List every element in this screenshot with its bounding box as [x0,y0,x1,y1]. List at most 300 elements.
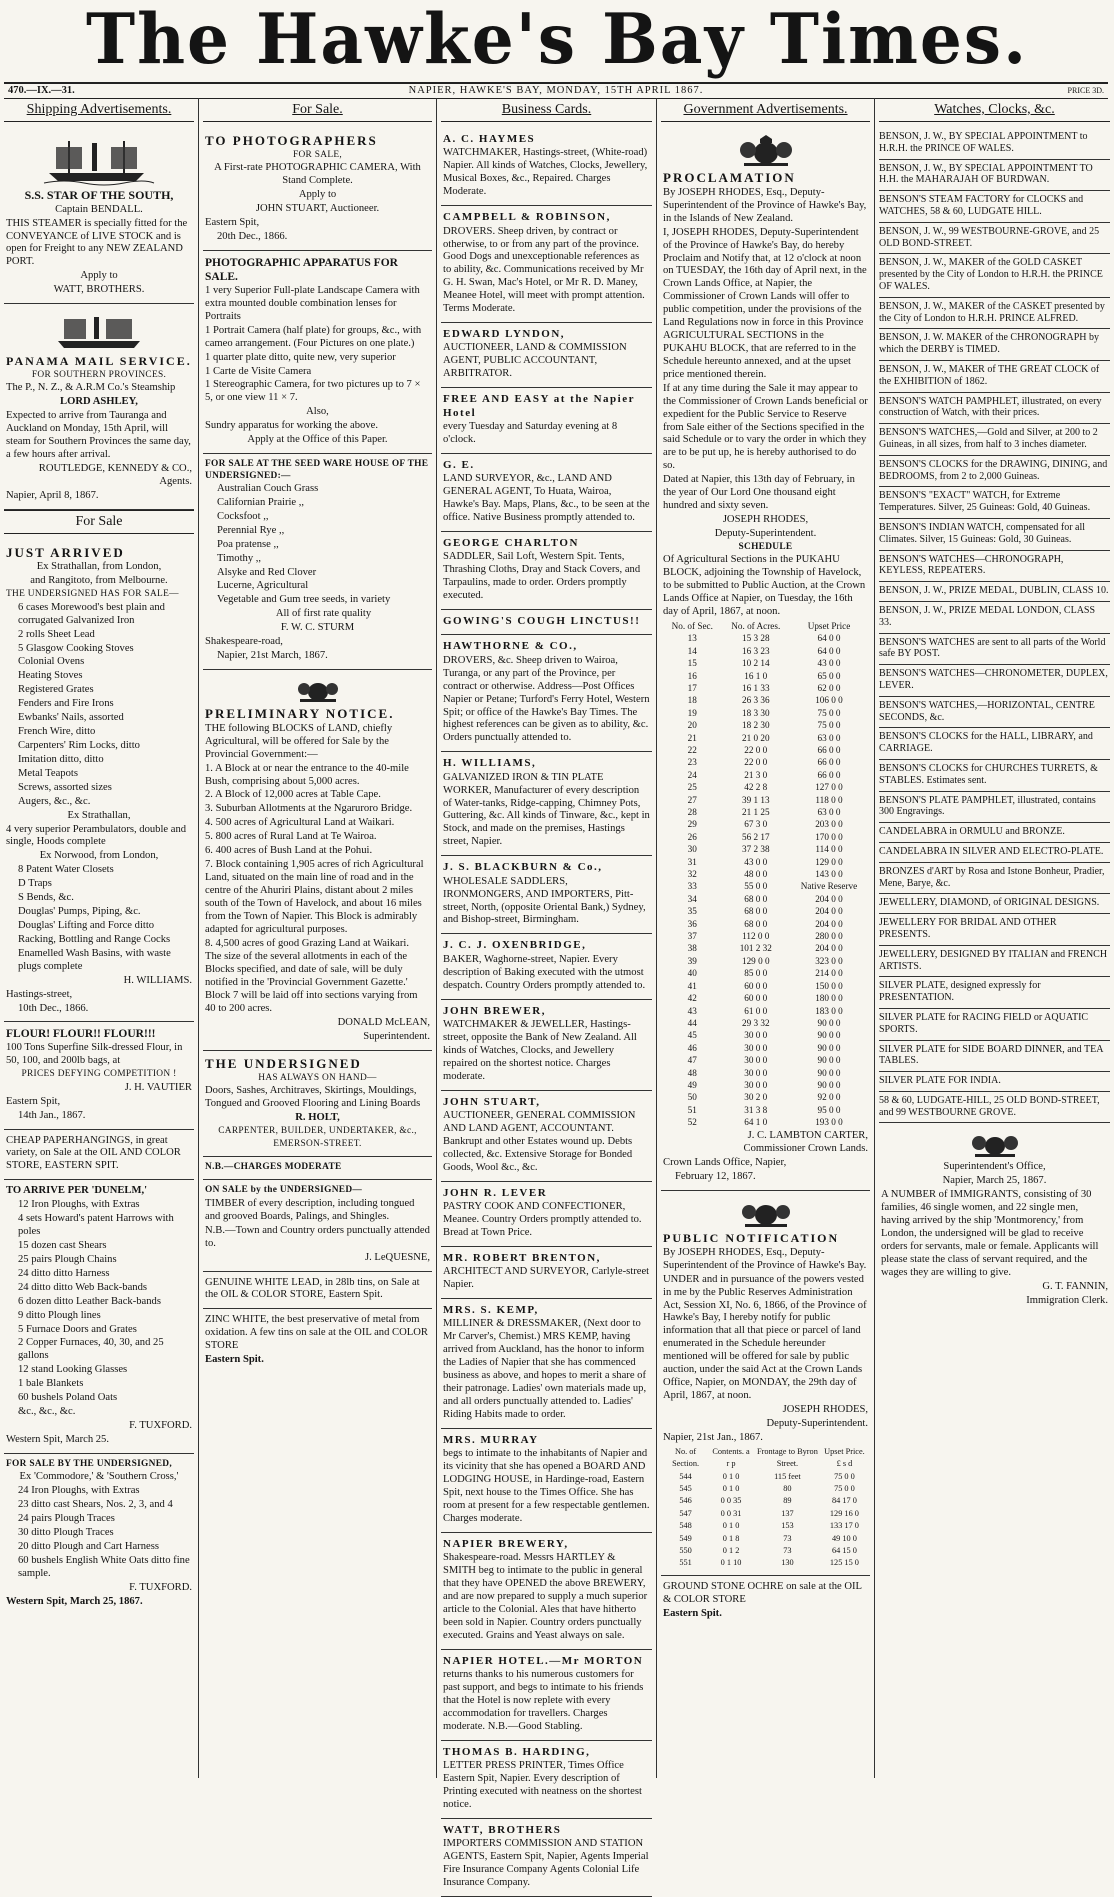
table-cell: 25 [687,782,697,793]
business-card [441,206,652,323]
table-cell: 115 feet [774,1471,801,1481]
watch-ad: BENSON, J. W., BY SPECIAL APPOINTMENT TO H.H. the MAHARAJAH OF BURDWAN. [879,160,1110,192]
table-row [663,856,868,868]
table-cell: 22 0 0 [744,744,768,755]
column-header: No. of Section. [672,1446,700,1469]
royal-crest-icon [296,677,340,703]
table-cell: 551 [679,1558,692,1568]
column-shipping [4,101,194,1777]
watch-ad: CANDELABRA IN SILVER AND ELECTRO-PLATE. [879,843,1110,863]
table-cell: 204 0 0 [815,906,843,917]
card-body: BAKER, Waghorne-street, Napier. Every description of Baking executed with the utmost despatch. Country Orders promptly attended to. [443,953,646,991]
table-cell: 150 0 0 [815,980,843,991]
table-cell: 15 3 28 [741,633,770,644]
column-header: For Sale. [203,101,432,122]
table-cell: 85 0 0 [744,968,768,979]
dateline: NAPIER, HAWKE'S BAY, MONDAY, 15TH APRIL 1867. [408,85,704,96]
table-row [663,632,868,644]
table-cell: 64 15 0 [831,1545,857,1555]
table-cell: 0 1 0 [722,1521,740,1531]
ad-white-lead: GENUINE WHITE LEAD, in 28lb tins, on Sale at the OIL & COLOR STORE, Eastern Spit. [203,1272,432,1310]
table-cell: 129 0 0 [741,955,770,966]
table-cell: 42 2 8 [744,782,768,793]
royal-crest-icon [738,135,794,167]
business-card [441,1741,652,1819]
card-body: begs to intimate to the inhabitants of Napier and its vicinity that she has opened a BOARD AND LODGING HOUSE, in Hardinge-road, Eastern Spit, next house to the Times Office. She has room at present for a few respectable gentlemen. Charges moderate. [443,1448,650,1524]
card-body: DROVERS. Sheep driven, by contract or otherwise, to or from any part of the province. Good Dogs and unexceptionable references as to ability, &c. Communications received by Mr G. H. Swan, Mac's Hotel, or Mr R. D. Maney, Meanee Hotel, will meet with prompt attention. Terms Moderate. [443,225,645,315]
watch-ad: BENSON'S INDIAN WATCH, compensated for all Climates. Silver, 15 Guineas: Gold, 30 Guineas. [879,519,1110,551]
card-title: NAPIER HOTEL.—Mr MORTON [443,1654,644,1667]
card-title: WATT, BROTHERS [443,1823,562,1836]
watch-ad: BENSON, J. W., PRIZE MEDAL LONDON, CLASS 33. [879,602,1110,634]
watch-ad: BENSON'S CLOCKS for the HALL, LIBRARY, and CARRIAGE. [879,728,1110,760]
ad-seed-warehouse: FOR SALE AT THE SEED WARE HOUSE OF THE UNDERSIGNED:— Australian Couch Grass Californian Prairie ,, Cocksfoot ,, Perennial Rye ,, Poa pratense ,, Timothy ,, Alsyke and Red Clover Lucerne, Agricultural Vegetable and Gum tree seeds, in variety All of first rate quality F. W. C. STURM Shakespeare-road, Napier, 21st March, 1867. [203,454,432,670]
table-cell: 66 0 0 [817,757,841,768]
watch-ad: BENSON, J. W., MAKER of the GOLD CASKET presented by the City of London to H.R.H. the PRINCE OF WALES. [879,254,1110,297]
table-row [663,744,868,756]
table-cell: 30 0 0 [744,1055,768,1066]
table-cell: 0 1 0 [722,1483,740,1493]
column-header: No. of Acres. [731,620,781,631]
table-row [663,818,868,830]
table-cell: 90 0 0 [817,1067,841,1078]
table-row [663,670,868,682]
table-row [663,732,868,744]
table-cell: 16 1 0 [744,670,768,681]
table-cell: 19 [687,707,697,718]
card-body: WHOLESALE SADDLERS, IRONMONGERS, AND IMPORTERS, Pitt-street, North, (opposite Oriental Bank,) Sydney, and Bishop-street, Birmingham. [443,875,646,926]
business-card [441,856,652,934]
watch-ad: BENSON'S WATCHES,—HORIZONTAL, CENTRE SECONDS, &c. [879,697,1110,729]
table-cell: 193 0 0 [815,1117,843,1128]
watch-ad: CANDELABRA in ORMULU and BRONZE. [879,823,1110,843]
card-body: ARCHITECT AND SURVEYOR, Carlyle-street Napier. [443,1266,650,1291]
table-cell: 214 0 0 [815,968,843,979]
business-card [441,610,652,635]
table-cell: 30 0 0 [744,1067,768,1078]
table-row [663,1508,868,1520]
ad-public-notification: PUBLIC NOTIFICATION By JOSEPH RHODES, Esq., Deputy-Superintendent of the Province of Hawke's Bay. UNDER and in pursuance of the powers vested in me by the Public Reserves Administration Act, Session XI, No. 6, 1866, of the Province of Hawke's Bay, I hereby notify for public information that all that piece or parcel of land enumerated in the Schedule hereunder mentioned will be offered for sale by public auction, under the said Act at the Crown Lands Office, Napier, on MONDAY, the 29th day of April, 1867, at noon. JOSEPH RHODES, Deputy-Superintendent. Napier, 21st Jan., 1867. No. of Section. Contents. a r p Frontage to Byron Street. Upset Price. £ s d 544 0 1 0 115 feet 75 0 0 545 0 1 0 80 75 0 0 546 0 0 35 89 84 17 0 547 0 0 31 137 129 16 0 548 0 1 0 153 133 17 0 549 0 1 8 73 49 10 0 550 0 1 2 73 64 15 0 551 0 1 10 130 125 15 0 [661,1191,870,1576]
table-cell: 75 0 0 [834,1483,855,1493]
table-row [663,694,868,706]
item-list: Australian Couch Grass Californian Prairie ,, Cocksfoot ,, Perennial Rye ,, Poa pratense ,, Timothy ,, Alsyke and Red Clover Lucerne, Agricultural Vegetable and Gum tree seeds, in variety All of first rate quality [217,482,391,620]
card-title: JOHN R. LEVER [443,1186,548,1199]
business-card [441,454,652,532]
table-cell: 180 0 0 [815,993,843,1004]
table-cell: 0 1 8 [722,1533,740,1543]
table-cell: 90 0 0 [817,1079,841,1090]
table-row [663,831,868,843]
business-card [441,1000,652,1091]
ad-zinc-white: ZINC WHITE, the best preservative of metal from oxidation. A few tins on sale at the OIL and COLOR STORE Eastern Spit. [205,1314,428,1366]
table-cell: 24 [687,769,697,780]
watch-ad: BENSON'S PLATE PAMPHLET, illustrated, contains 300 Engravings. [879,792,1110,824]
table-cell: 133 17 0 [829,1521,859,1531]
table-row [663,1042,868,1054]
item-list: 24 Iron Ploughs, with Extras 23 ditto cast Shears, Nos. 2, 3, and 4 24 pairs Plough Traces 30 ditto Plough Traces 20 ditto Plough and Cart Harness 60 bushels English White Oats ditto fine sample. [18,1485,190,1579]
table-cell: 43 [687,1005,697,1016]
table-cell: 61 0 0 [744,1005,768,1016]
table-cell: 51 [687,1104,697,1115]
table-cell: 43 0 0 [817,658,841,669]
watch-ad: BENSON, J. W., BY SPECIAL APPOINTMENT to H.R.H. the PRINCE OF WALES. [879,128,1110,160]
table-cell: 66 0 0 [817,769,841,780]
table-cell: 39 1 13 [741,794,770,805]
ad-dunelm: TO ARRIVE PER 'DUNELM,' 12 Iron Ploughs, with Extras 4 sets Howard's patent Harrows with poles 15 dozen cast Shears 25 pairs Plough Chains 24 ditto ditto Harness 24 ditto ditto Web Back-bands 6 dozen ditto Leather Back-bands 9 ditto Plough lines 5 Furnace Doors and Grates 2 Copper Furnaces, 40, 30, and 25 gallons 12 stand Looking Glasses 1 bale Blankets 60 bushels Poland Oats &c., &c., &c. F. TUXFORD. Western Spit, March 25. [4,1180,194,1454]
card-title: CAMPBELL & ROBINSON, [443,211,611,224]
card-title: JOHN STUART, [443,1095,541,1108]
table-cell: 46 [687,1042,697,1053]
table-cell: 544 [679,1471,692,1481]
ad-stone-ochre: GROUND STONE OCHRE on sale at the OIL & COLOR STORE Eastern Spit. [663,1580,862,1619]
watch-ad: BENSON'S "EXACT" WATCH, for Extreme Temperatures. Silver, 25 Guineas: Gold, 40 Guineas. [879,487,1110,519]
table-cell: 33 [687,881,697,892]
dateline-bar [4,82,1108,99]
table-cell: 80 [783,1483,792,1493]
watch-ad: BENSON, J. W., MAKER of THE GREAT CLOCK of the EXHIBITION of 1862. [879,361,1110,393]
table-cell: 125 15 0 [829,1558,859,1568]
watch-ad: JEWELLERY, DESIGNED BY ITALIAN and FRENCH ARTISTS. [879,946,1110,978]
table-cell: 26 3 36 [741,695,770,706]
table-cell: 15 [687,658,697,669]
watch-ad: SILVER PLATE FOR INDIA. [879,1072,1110,1092]
table-row [663,942,868,954]
card-body: LAND SURVEYOR, &c., LAND AND GENERAL AGENT, To Huata, Wairoa, Hawke's Bay. Maps, Plans, &c., to be seen at the office. Native Business promptly attended to. [443,473,650,524]
table-cell: 548 [679,1521,692,1531]
card-title: GOWING'S COUGH LINCTUS!! [443,615,641,628]
business-card [441,635,652,752]
card-title: MRS. S. KEMP, [443,1303,539,1316]
table-row [663,1104,868,1116]
table-cell: 0 0 31 [720,1508,742,1518]
column-header: Business Cards. [441,101,652,122]
item-list: 6 cases Morewood's best plain and corrugated Galvanized Iron 2 rolls Sheet Lead 5 Glasgow Cooking Stoves Colonial Ovens Heating Stoves Registered Grates Fenders and Fire Irons Ewbanks' Nails, assorted French Wire, ditto Carpenters' Rim Locks, ditto Imitation ditto, ditto Metal Teapots Screws, assorted sizes Augers, &c., &c. [18,601,165,807]
table-cell: 546 [679,1496,692,1506]
table-cell: 90 0 0 [817,1042,841,1053]
card-title: THOMAS B. HARDING, [443,1745,591,1758]
item-list: 12 Iron Ploughs, with Extras 4 sets Howard's patent Harrows with poles 15 dozen cast Shears 25 pairs Plough Chains 24 ditto ditto Harness 24 ditto ditto Web Back-bands 6 dozen ditto Leather Back-bands 9 ditto Plough lines 5 Furnace Doors and Grates 2 Copper Furnaces, 40, 30, and 25 gallons 12 stand Looking Glasses 1 bale Blankets 60 bushels Poland Oats &c., &c., &c. [18,1199,174,1418]
business-card [441,128,652,206]
ad-star-of-the-south: S.S. STAR OF THE SOUTH, Captain BENDALL. THIS STEAMER is specially fitted for the CONVEYANCE of LIVE STOCK and is open for Freight to any NEW ZEALAND PORT. Apply to WATT, BROTHERS. [4,128,194,304]
table-row [663,769,868,781]
ad-charges-moderate: N.B.—CHARGES MODERATE [203,1157,432,1180]
table-cell: 60 0 0 [744,980,768,991]
ad-panama-mail: PANAMA MAIL SERVICE. FOR SOUTHERN PROVINCES. The P., N. Z., & A.R.M Co.'s Steamship LORD ASHLEY, Expected to arrive from Tauranga and Auckland on Monday, 15th April, will steam for Southern Provinces the same day, a few hours after arrival. ROUTLEDGE, KENNEDY & CO., Agents. Napier, April 8, 1867. [4,304,194,509]
table-cell: 16 [687,670,697,681]
table-row [663,893,868,905]
table-cell: 55 0 0 [744,881,768,892]
business-card-list [441,128,652,1897]
card-body: LETTER PRESS PRINTER, Times Office Eastern Spit, Napier. Every description of Printing executed with neatness on the shortest notice. [443,1759,642,1810]
table-cell: 23 [687,757,697,768]
column-rule [198,98,199,1778]
card-body: every Tuesday and Saturday evening at 8 o'clock. [443,421,618,445]
card-body: IMPORTERS COMMISSION AND STATION AGENTS, Eastern Spit, Napier, Agents Imperial Fire Insurance Company Agents Colonial Life Insurance Company. [443,1838,649,1888]
table-row [663,794,868,806]
table-cell: 101 2 32 [739,943,772,954]
table-cell: 95 0 0 [817,1104,841,1115]
business-card [441,1650,652,1741]
table-row [663,980,868,992]
watch-ad: BENSON, J. W., MAKER of the CASKET presented by the City of London to H.R.H. PRINCE ALFRED. [879,298,1110,330]
table-cell: 13 [687,633,697,644]
card-title: A. C. HAYMES [443,133,536,146]
ad-flour: FLOUR! FLOUR!! FLOUR!!! 100 Tons Superfine Silk-dressed Flour, in 50, 100, and 200lb bags, at PRICES DEFYING COMPETITION ! J. H. VAUTIER Eastern Spit, 14th Jan., 1867. [4,1022,194,1129]
table-cell: 67 3 0 [744,819,768,830]
table-cell: 21 0 20 [741,732,770,743]
card-title: HAWTHORNE & CO., [443,640,578,653]
business-card [441,934,652,999]
business-card [441,752,652,856]
table-cell: 21 1 25 [741,807,770,817]
ad-holt-builder: THE UNDERSIGNED HAS ALWAYS ON HAND— Doors, Sashes, Architraves, Skirtings, Mouldings, Tongued and Grooved Flooring and Lining Boards R. HOLT, CARPENTER, BUILDER, UNDERTAKER, &c., EMERSON-STREET. [203,1051,432,1157]
table-row [663,955,868,967]
column-header: Upset Price. £ s d [824,1446,865,1469]
column-header: No. of Sec. [671,620,713,631]
card-title: NAPIER BREWERY, [443,1537,569,1550]
table-cell: 143 0 0 [815,869,843,880]
masthead [0,0,1114,78]
table-row [663,1091,868,1103]
table-cell: 73 [783,1545,792,1555]
steamship-icon [54,311,144,351]
table-cell: 89 [783,1496,792,1506]
table-cell: 29 [687,819,697,830]
table-cell: 48 0 0 [744,869,768,880]
table-cell: 129 0 0 [815,856,843,867]
table-cell: 73 [783,1533,792,1543]
table-cell: 21 [687,732,697,743]
table-cell: 130 [781,1558,794,1568]
table-cell: 90 0 0 [817,1055,841,1066]
watch-ad: JEWELLERY, DIAMOND, of ORIGINAL DESIGNS. [879,894,1110,914]
table-cell: 90 0 0 [817,1030,841,1041]
business-card [441,1299,652,1429]
watch-ad: BENSON'S WATCH PAMPHLET, illustrated, on every construction of Watch, with their prices. [879,393,1110,425]
table-cell: 48 [687,1067,697,1078]
table-cell: 68 0 0 [744,893,768,904]
table-row [663,1017,868,1029]
table-cell: 35 [687,906,697,917]
table-cell: 38 [687,943,697,954]
ad-proclamation: PROCLAMATION By JOSEPH RHODES, Esq., Deputy-Superintendent of the Province of Hawke's Bay, in the Islands of New Zealand. I, JOSEPH RHODES, Deputy-Superintendent of the Province of Hawke's Bay, do hereby Proclaim and Notify that, at 12 o'clock at noon on TUESDAY, the 16th day of April next, in the Crown Lands Office, at Napier, the Commissioner of Crown Lands will offer to public competition, under the provisions of the Land Regulations now in force in this Province AGRICULTURAL SECTIONS in the PUKAHU BLOCK, that are referred to in the Schedule hereunto annexed, and at the upset price mentioned therein. If at any time during the Sale it may appear to the Commissioner of Crown Lands beneficial or expedient for the Public Service to Reserve from Sale either of the Sections specified in the said Schedule or to vary the order in which they are to be put up, he is hereby authorised to do so. Dated at Napier, this 13th day of February, in the year of Our Lord One thousand eight hundred and sixty seven. JOSEPH RHODES, Deputy-Superintendent. SCHEDULE Of Agricultural Sections in the PUKAHU BLOCK, adjoining the Township of Havelock, to be submitted to Public Auction, at the Crown Lands Office at Napier, on Tuesday, the 16th day of April, 1867, at noon. No. of Sec. No. of Acres. Upset Price 13 15 3 28 64 0 0 14 16 3 23 64 0 0 15 10 2 14 43 0 0 16 16 1 0 65 0 0 17 16 1 33 62 0 0 18 26 3 36 106 0 0 19 18 3 30 75 0 0 20 18 2 30 75 0 0 21 21 0 20 63 0 0 22 22 0 0 66 0 0 23 22 0 0 66 0 0 24 21 3 0 66 0 0 25 42 2 8 127 0 0 27 39 1 13 118 0 0 28 21 1 25 63 0 0 29 67 3 0 203 0 0 26 56 2 17 170 0 0 30 37 2 38 114 0 0 31 43 0 0 129 0 0 32 48 0 0 143 0 0 33 55 0 0 Native Reserve 34 68 0 0 204 0 0 35 68 0 0 204 0 0 36 68 0 0 204 0 0 37 112 0 0 280 0 0 38 101 2 32 204 0 0 39 129 0 0 323 0 0 40 85 0 0 214 0 0 41 60 0 0 150 0 0 42 60 0 0 180 0 0 43 61 0 0 183 0 0 44 29 3 32 90 0 0 45 30 0 0 90 0 0 46 30 0 0 90 0 0 47 30 0 0 90 0 0 48 30 0 0 90 0 0 49 30 0 0 90 0 0 50 30 2 0 92 0 0 51 31 3 8 95 0 0 52 64 1 0 193 0 0 J. C. LAMBTON CARTER, Commissioner Crown Lands. Crown Lands Office, Napier, February 12, 1867. [661,128,870,1191]
table-row [663,868,868,880]
watch-ad: BENSON'S WATCHES,—Gold and Silver, at 200 to 2 Guineas, in all sizes, from half to 3 inches diameter. [879,424,1110,456]
card-body: DROVERS, &c. Sheep driven to Wairoa, Turanga, or any part of the Province, per contract or otherwise. Address—Post Offices Napier or Petane; Turford's Ferry Hotel, Western Spit; or office of the Hawke's Bay Times. The highest references can be given as to ability, &c. Orders punctually attended to. [443,654,650,744]
table-cell: 26 [687,831,697,842]
table-cell: 60 0 0 [744,993,768,1004]
watch-ad: SILVER PLATE, designed expressly for PRESENTATION. [879,977,1110,1009]
watch-ad: BENSON'S WATCHES—CHRONOMETER, DUPLEX, LEVER. [879,665,1110,697]
table-cell: 323 0 0 [815,955,843,966]
table-cell: 31 3 8 [744,1104,768,1115]
card-body: WATCHMAKER & JEWELLER, Hastings-street, opposite the Bank of New Zealand. All kinds of Watches, Clocks, and Jewellery repaired on the shortest notice. Charges moderate. [443,1018,637,1082]
issue-number: 470.—IX.—31. [8,85,75,96]
table-cell: 75 0 0 [834,1471,855,1481]
table-cell: 37 [687,931,697,942]
business-card [441,388,652,454]
table-cell: Native Reserve [800,881,858,892]
table-header-row [663,620,868,632]
table-cell: 16 3 23 [741,645,770,656]
watch-ad: SILVER PLATE for SIDE BOARD DINNER, and TEA TABLES. [879,1041,1110,1073]
table-row [663,1079,868,1091]
business-card [441,1091,652,1182]
table-cell: 29 3 32 [741,1017,770,1028]
table-cell: 118 0 0 [815,794,843,805]
ad-photographic-apparatus: PHOTOGRAPHIC APPARATUS FOR SALE. 1 very Superior Full-plate Landscape Camera with extra mounted double combination lenses for Portraits 1 Portrait Camera (half plate) for groups, &c., with cameo arrangement. (Four Pictures on one plate.) 1 quarter plate ditto, quite new, very superior 1 Carte de Visite Camera 1 Stereographic Camera, for two pictures up to 7 × 5, or one view 11 × 7. Also, Sundry apparatus for working the above. Apply at the Office of this Paper. [203,251,432,454]
table-cell: 22 0 0 [744,757,768,768]
table-cell: 153 [781,1521,794,1531]
table-cell: 17 [687,682,697,693]
card-body: GALVANIZED IRON & TIN PLATE WORKER, Manufacturer of every description of Water-tanks, Ridge-capping, Chimney Pots, Guttering, &c. All kinds of Tinware, &c., kept in Stock, and made on the premises, Hastings street, Napier. [443,771,650,848]
steamship-icon [44,135,154,185]
table-cell: 16 1 33 [741,682,770,693]
table-cell: 18 [687,695,697,706]
table-cell: 21 3 0 [744,769,768,780]
royal-crest-icon [970,1130,1020,1158]
table-cell: 66 0 0 [817,744,841,755]
table-cell: 30 0 0 [744,1079,768,1090]
card-title: FREE AND EASY at the Napier Hotel [443,393,635,419]
schedule-table [663,620,868,1129]
table-cell: 0 1 10 [720,1558,742,1568]
watch-ad: BENSON, J. W., 99 WESTBOURNE-GROVE, and 25 OLD BOND-STREET. [879,223,1110,255]
table-cell: 550 [679,1545,692,1555]
ad-paperhangings: CHEAP PAPERHANGINGS, in great variety, on Sale at the OIL AND COLOR STORE, EASTERN SPIT. [4,1130,194,1181]
table-cell: 183 0 0 [815,1005,843,1016]
ad-to-photographers: TO PHOTOGRAPHERS FOR SALE, A First-rate PHOTOGRAPHIC CAMERA, With Stand Complete. Apply to JOHN STUART, Auctioneer. Eastern Spit, 20th Dec., 1866. [203,128,432,251]
table-cell: 41 [687,980,697,991]
table-row [663,1533,868,1545]
table-cell: 127 0 0 [815,782,843,793]
table-cell: 30 0 0 [744,1030,768,1041]
table-cell: 39 [687,955,697,966]
table-cell: 203 0 0 [815,819,843,830]
ad-for-sale-undersigned: FOR SALE BY THE UNDERSIGNED, Ex 'Commodore,' & 'Southern Cross,' 24 Iron Ploughs, with Extras 23 ditto cast Shears, Nos. 2, 3, and 4 24 pairs Plough Traces 30 ditto Plough Traces 20 ditto Plough and Cart Harness 60 bushels English White Oats ditto fine sample. F. TUXFORD. Western Spit, March 25, 1867. [6,1458,192,1607]
watch-ad: BENSON'S CLOCKS for CHURCHES TURRETS, & STABLES. Estimates sent. [879,760,1110,792]
table-row [663,707,868,719]
masthead-title: The Hawke's Bay Times. [85,0,1029,80]
column-rule [874,98,875,1778]
card-title: J. C. J. OXENBRIDGE, [443,939,587,952]
table-cell: 204 0 0 [815,943,843,954]
table-cell: 75 0 0 [817,720,841,731]
table-cell: 204 0 0 [815,918,843,929]
table-cell: 49 [687,1079,697,1090]
table-cell: 62 0 0 [817,682,841,693]
column-rule [656,98,657,1778]
table-cell: 64 1 0 [744,1117,768,1128]
table-cell: 14 [687,645,697,656]
watch-ad: BENSON'S WATCHES are sent to all parts of the World safe BY POST. [879,634,1110,666]
ad-preliminary-notice: PRELIMINARY NOTICE. THE following BLOCKS of LAND, chiefly Agricultural, will be offered for Sale by the Provincial Government:— 1. A Block at or near the entrance to the 40-mile Bush, comprising about 5,000 acres. 2. A Block of 12,000 acres at Table Cape. 3. Suburban Allotments at the Ngaruroro Bridge. 4. 500 acres of Agricultural Land at Waikari. 5. 800 acres of Rural Land at Te Wairoa. 6. 400 acres of Bush Land at the Pohui. 7. Block containing 1,905 acres of rich Agricultural Land, situated on the main line of road and in the centre of the Ahuriri Plains, distant about 2 miles south of the Town of Havelock, and about 16 miles from the Town of Napier. This Block is admirably adapted for agricultural purposes. 8. 4,500 acres of good Grazing Land at Waikari. The size of the several allotments in each of the Blocks specified, and date of sale, will be duly notified in the 'Provincial Government Gazette.' Block 7 will be laid off into sections varying from 40 to 200 acres. DONALD McLEAN, Superintendent. [203,670,432,1051]
column-government [661,101,870,1777]
table-row [663,905,868,917]
ad-immigrants: Superintendent's Office, Napier, March 25, 1867. A NUMBER of IMMIGRANTS, consisting of 30 families, 46 single women, and 22 single men, having arrived by the ship 'Montmorency,' from London, the undersigned will be glad to receive orders for servants, male or female. Applicants will please state the class of servant required, and the wages they are willing to give. G. T. FANNIN, Immigration Clerk. [879,1123,1110,1313]
table-cell: 0 1 2 [722,1545,740,1555]
table-cell: 92 0 0 [817,1092,841,1103]
benson-ad-list [879,128,1110,1123]
table-cell: 30 0 0 [744,1042,768,1053]
card-body: returns thanks to his numerous customers for past support, and begs to intimate to his friends that the Hotel is now replete with every accommodation for travellers. Charges moderate. N.B.—Good Stabling. [443,1668,644,1732]
section-header: For Sale [4,510,194,534]
table-row [663,967,868,979]
table-cell: 52 [687,1117,697,1128]
column-header: Watches, Clocks, &c. [879,101,1110,122]
table-row [663,930,868,942]
table-cell: 18 2 30 [741,720,770,731]
table-row [663,1495,868,1507]
table-row [663,1054,868,1066]
table-cell: 30 [687,844,697,855]
table-cell: 22 [687,744,697,755]
ad-timber: ON SALE by the UNDERSIGNED— TIMBER of every description, including tongued and grooved Boards, Palings, and Shingles. N.B.—Town and Country orders punctually attended to. J. LeQUESNE, [203,1180,432,1271]
table-cell: 137 [781,1508,794,1518]
table-cell: 170 0 0 [815,831,843,842]
watch-ad: 58 & 60, LUDGATE-HILL, 25 OLD BOND-STREET, and 99 WESTBOURNE GROVE. [879,1092,1110,1124]
table-cell: 43 0 0 [744,856,768,867]
table-cell: 68 0 0 [744,906,768,917]
column-rule [436,98,437,1778]
table-row [663,1520,868,1532]
card-title: MRS. MURRAY [443,1433,539,1446]
table-cell: 114 0 0 [815,844,843,855]
table-row [663,1116,868,1128]
business-card [441,323,652,388]
table-row [663,1557,868,1569]
table-cell: 545 [679,1483,692,1493]
business-card [441,1819,652,1897]
table-cell: 49 10 0 [831,1533,857,1543]
table-cell: 28 [687,807,697,817]
column-header: Contents. a r p [712,1446,750,1469]
card-body: WATCHMAKER, Hastings-street, (White-road) Napier. All kinds of Watches, Clocks, Jewellery, Musical Boxes, &c., Repaired. Charges Moderate. [443,147,648,198]
table-cell: 63 0 0 [817,732,841,743]
table-cell: 68 0 0 [744,918,768,929]
card-body: Shakespeare-road. Messrs HARTLEY & SMITH beg to intimate to the public in general that they have OPENED the above BREWERY, and are now prepared to supply a much superior article to the Colonial. Ales that have hitherto been sold in Napier. Country orders punctually executed. Grains and Yeast always on sale. [443,1552,648,1641]
royal-crest-icon [740,1198,792,1228]
table-cell: 10 2 14 [741,658,770,669]
business-card [441,1533,652,1650]
table-cell: 0 0 35 [720,1496,742,1506]
table-cell: 106 0 0 [815,695,843,706]
table-cell: 64 0 0 [817,633,841,644]
table-row [663,880,868,892]
card-title: J. S. BLACKBURN & Co., [443,861,603,874]
watch-ad: BENSON'S STEAM FACTORY for CLOCKS and WATCHES, 58 & 60, LUDGATE HILL. [879,191,1110,223]
table-cell: 47 [687,1055,697,1066]
table-cell: 549 [679,1533,692,1543]
ad-just-arrived: JUST ARRIVED Ex Strathallan, from London, and Rangitoto, from Melbourne. THE UNDERSIGNED HAS FOR SALE— 6 cases Morewood's best plain and corrugated Galvanized Iron 2 rolls Sheet Lead 5 Glasgow Cooking Stoves Colonial Ovens Heating Stoves Registered Grates Fenders and Fire Irons Ewbanks' Nails, assorted French Wire, ditto Carpenters' Rim Locks, ditto Imitation ditto, ditto Metal Teapots Screws, assorted sizes Augers, &c., &c. Ex Strathallan, 4 very superior Perambulators, double and single, Hoods complete Ex Norwood, from London, 8 Patent Water Closets D Traps S Bends, &c. Douglas' Pumps, Piping, &c. Douglas' Lifting and Force ditto Racking, Bottling and Range Cocks Enamelled Wash Basins, with waste plugs complete H. WILLIAMS. Hastings-street, 10th Dec., 1866. [4,540,194,1023]
table-row [663,645,868,657]
table-cell: 50 [687,1092,697,1103]
table-row [663,1029,868,1041]
table-row [663,1483,868,1495]
table-row [663,756,868,768]
watch-ad: BENSON'S WATCHES—CHRONOGRAPH, KEYLESS, REPEATERS. [879,551,1110,583]
table-row [663,1545,868,1557]
table-cell: 27 [687,794,697,805]
table-cell: 0 1 0 [722,1471,740,1481]
table-cell: 18 3 30 [741,707,770,718]
column-business-cards [441,101,652,1888]
reserve-table [663,1446,868,1570]
table-cell: 42 [687,993,697,1004]
table-cell: 34 [687,893,697,904]
table-row [663,719,868,731]
business-card [441,532,652,610]
